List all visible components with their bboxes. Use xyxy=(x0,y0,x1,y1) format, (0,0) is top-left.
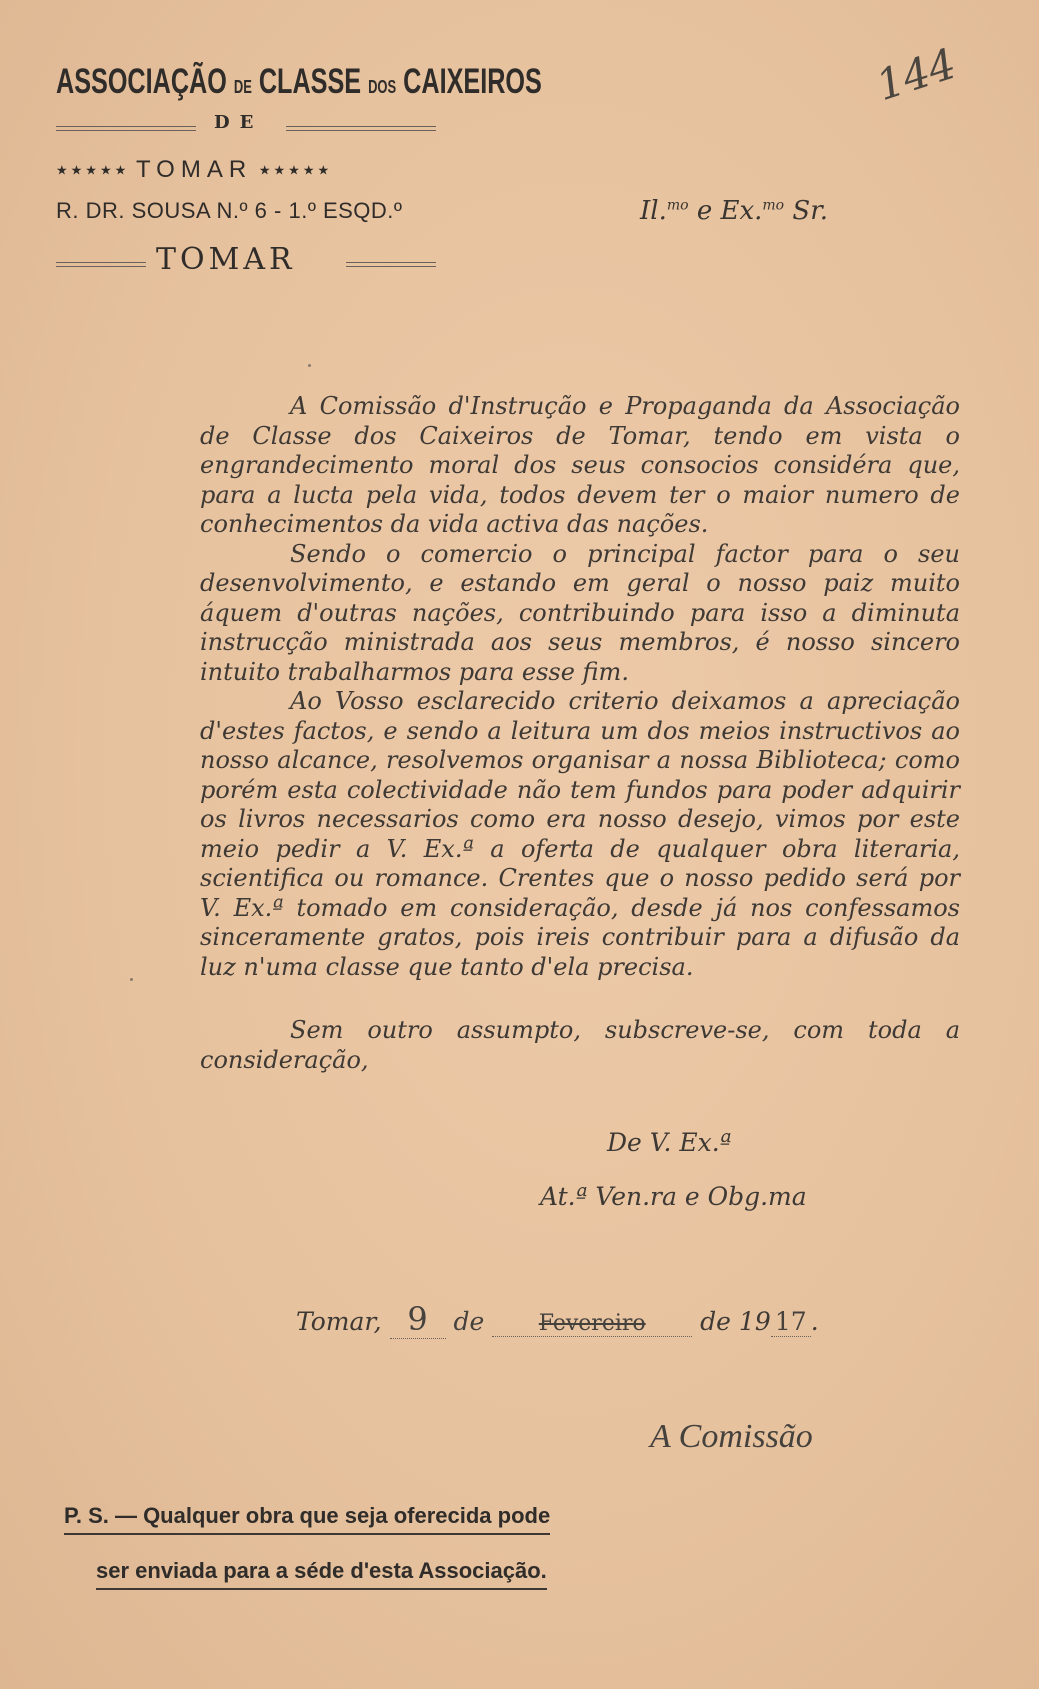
paragraph-gap xyxy=(200,982,960,1016)
letterhead-de: DE xyxy=(214,112,264,133)
divider-right xyxy=(286,126,436,131)
date-de: de xyxy=(453,1307,485,1336)
postscript-text-2: ser enviada para a séde d'esta Associação. xyxy=(96,1558,547,1583)
date-end: . xyxy=(810,1307,819,1336)
date-day: 9 xyxy=(390,1300,446,1339)
letterhead-de-row xyxy=(56,112,436,138)
salutation-il: Il. xyxy=(640,196,667,226)
letterhead-town-spaced: TOMAR xyxy=(135,156,253,183)
postscript-line-2 xyxy=(96,1558,547,1584)
body-paragraph: A Comissão d'Instrução e Propaganda da Associação de Classe dos Caixeiros de Tomar, tendo em vista o engrandecimento moral dos seus consocios considéra que, para a lucta pela vida, todos devem ter o maior numero de conhecimentos da vida activa das nações. xyxy=(200,392,960,538)
salutation-ex-sup: mo xyxy=(762,197,785,214)
letter-body xyxy=(200,392,960,1075)
underline xyxy=(64,1533,550,1535)
salutation-il-sup: mo xyxy=(666,197,689,214)
classe-word: CLASSE xyxy=(258,62,362,101)
body-paragraph: Sem outro assumpto, subscreve-se, com toda a consideração, xyxy=(200,1016,960,1074)
divider-left xyxy=(56,262,146,267)
date-year-suffix: 17 xyxy=(771,1307,811,1337)
date-line xyxy=(296,1300,819,1339)
letterhead-tomar-stars xyxy=(56,156,436,184)
association-word: ASSOCIAÇÃO xyxy=(56,62,227,101)
divider-left xyxy=(56,126,196,131)
date-de-year: de 19 xyxy=(700,1307,771,1336)
caixeiros-word: CAIXEIROS xyxy=(403,62,542,101)
salutation xyxy=(640,196,828,226)
stars-left: ★★★★★ xyxy=(56,162,130,178)
reference-number: 144 xyxy=(870,38,962,111)
letterhead-town-row xyxy=(56,242,436,282)
postscript-line-1 xyxy=(64,1503,550,1529)
letterhead-address: R. DR. SOUSA N.º 6 - 1.º ESQD.º xyxy=(56,198,403,223)
salutation-e-ex: e Ex. xyxy=(688,196,763,226)
paper-speck xyxy=(130,978,133,981)
letterhead-association-name xyxy=(56,62,542,102)
de-small-word: DE xyxy=(233,77,252,97)
date-month: Fevereiro xyxy=(492,1311,692,1337)
paper-speck xyxy=(308,364,311,367)
letterhead-town: TOMAR xyxy=(156,242,296,277)
body-paragraph: Sendo o comercio o principal factor para o seu desenvolvimento, e estando em geral o nosso paiz muito áquem d'outras nações, contribuindo para isso a diminuta instrucção ministrada aos seus membros, é nosso sincero intuito trabalharmos para esse fim. xyxy=(200,539,960,686)
divider-right xyxy=(346,262,436,267)
postscript-text-1: P. S. — Qualquer obra que seja oferecida pode xyxy=(64,1503,551,1528)
closing-line-1: De V. Ex.ª xyxy=(607,1128,732,1157)
underline xyxy=(96,1588,547,1590)
signature: A Comissão xyxy=(650,1418,813,1455)
salutation-sr: Sr. xyxy=(784,196,829,226)
stars-right: ★★★★★ xyxy=(258,162,333,178)
date-place: Tomar, xyxy=(296,1307,382,1336)
dos-small-word: DOS xyxy=(368,77,397,97)
closing-line-2: At.ª Ven.ra e Obg.ma xyxy=(540,1182,807,1211)
body-paragraph: Ao Vosso esclarecido criterio deixamos a apreciação d'estes factos, e sendo a leitura um dos meios instructivos ao nosso alcance, resolvemos organisar a nossa Biblioteca; como porém esta colectividade não tem fundos para poder adquirir os livros necessarios como era nosso desejo, vimos por este meio pedir a V. Ex.ª a oferta de qualquer obra literaria, scientifica ou romance. Crentes que o nosso pedido será por V. Ex.ª tomado em consideração, desde já nos confessamos sinceramente gratos, pois ireis contribuir para a difusão da luz n'uma classe que tanto d'ela precisa. xyxy=(200,687,960,981)
